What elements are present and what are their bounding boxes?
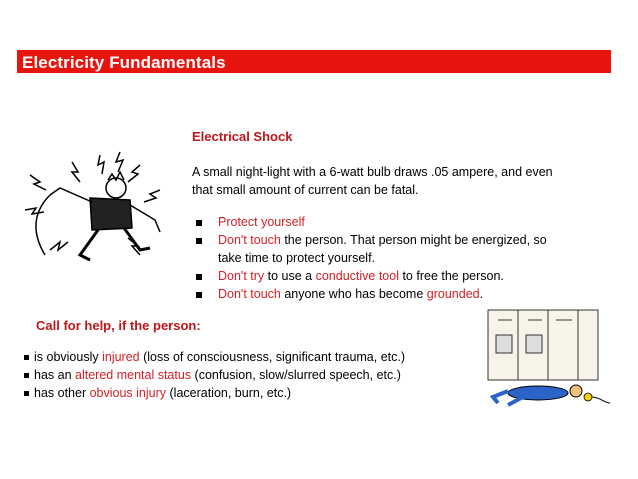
list-item: Don't touch the person. That person might be energized, so take time to protect yourself. [192, 231, 612, 267]
shock-paragraph-line-2: that small amount of current can be fatal. [192, 183, 419, 197]
list-item: Don't try to use a conductive tool to free the person. [192, 267, 612, 285]
help-criteria-section [24, 348, 405, 402]
page-title: Electricity Fundamentals [22, 53, 226, 72]
list-item: Don't touch anyone who has become grounded. [192, 285, 612, 303]
list-item: is obviously injured (loss of consciousness, significant trauma, etc.) [24, 348, 405, 366]
shock-paragraph [192, 163, 612, 199]
shock-heading: Electrical Shock [192, 129, 293, 144]
help-criteria-list [24, 348, 405, 402]
call-help-heading: Call for help, if the person: [36, 318, 201, 333]
shock-section [192, 128, 612, 303]
title-bar [17, 50, 611, 73]
electrical-panel-illustration [478, 305, 613, 413]
shock-bullet-list [192, 213, 612, 303]
list-item: has an altered mental status (confusion, slow/slurred speech, etc.) [24, 366, 405, 384]
list-item: Protect yourself [192, 213, 612, 231]
shock-paragraph-line-1: A small night-light with a 6-watt bulb draws .05 ampere, and even [192, 165, 553, 179]
list-item: has other obvious injury (laceration, burn, etc.) [24, 384, 405, 402]
shock-illustration [20, 150, 180, 270]
